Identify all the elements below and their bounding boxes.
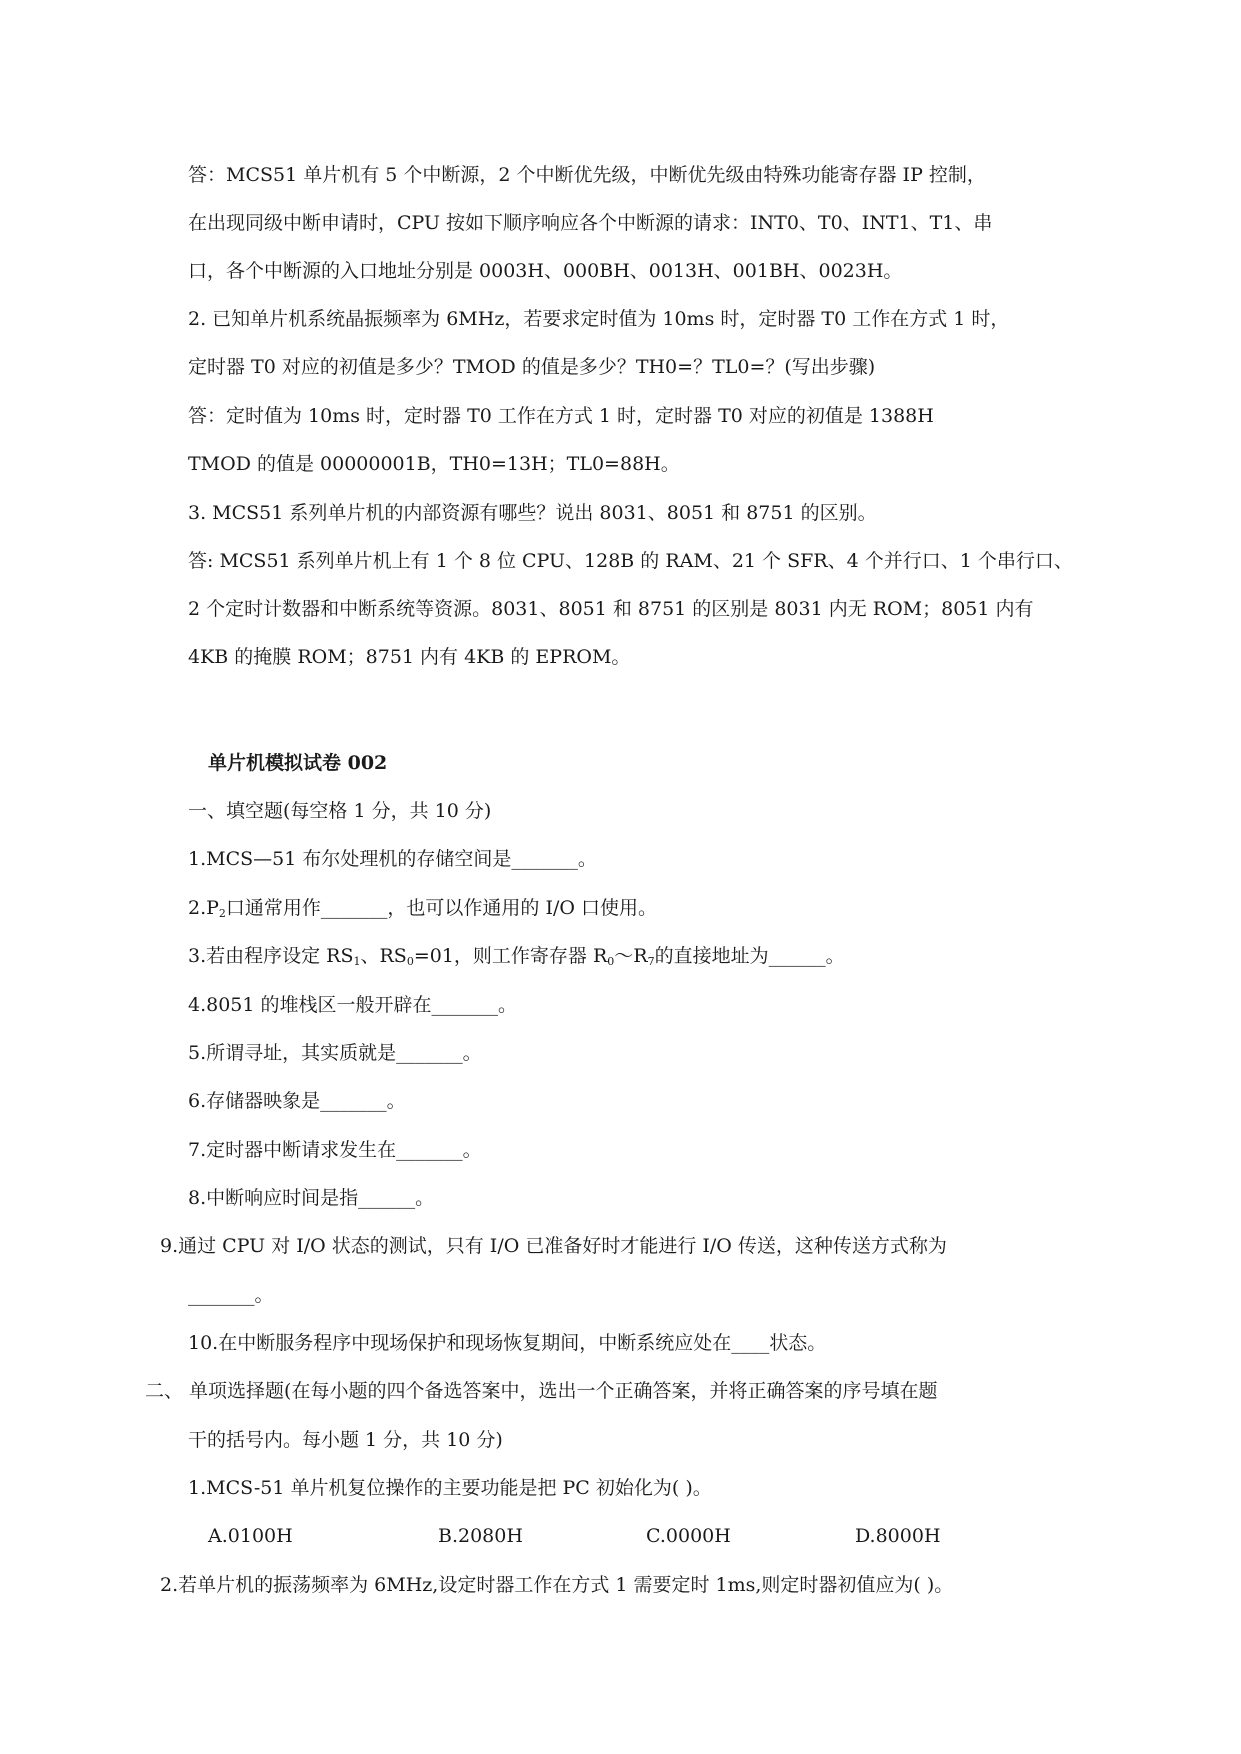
fill-q3-text-c: =01，则工作寄存器 R <box>413 945 608 967</box>
fill-q7: 7.定时器中断请求发生在_______。 <box>188 1139 482 1161</box>
fill-q3-sub-2: 0 <box>406 955 414 968</box>
q3-answer-line-3: 4KB 的掩膜 ROM；8751 内有 4KB 的 EPROM。 <box>188 646 631 668</box>
mc-q1-option-a: A.0100H <box>208 1525 293 1547</box>
exam-title: 单片机模拟试卷 002 <box>208 752 388 774</box>
mc-q1: 1.MCS-51 单片机复位操作的主要功能是把 PC 初始化为( )。 <box>188 1477 712 1499</box>
fill-q10: 10.在中断服务程序中现场保护和现场恢复期间，中断系统应处在____状态。 <box>188 1332 827 1354</box>
fill-q2-subscript: 2 <box>218 907 226 920</box>
q2-question-line-2: 定时器 T0 对应的初值是多少？TMOD 的值是多少？TH0=？TL0=？(写出步骤) <box>188 356 876 378</box>
fill-q3-sub-3: 0 <box>607 955 615 968</box>
fill-q9-line-1: 9.通过 CPU 对 I/O 状态的测试，只有 I/O 已准备好时才能进行 I/O 传送，这种传送方式称为 <box>160 1235 947 1257</box>
q1-answer-line-1: 答：MCS51 单片机有 5 个中断源，2 个中断优先级，中断优先级由特殊功能寄存器 IP 控制， <box>188 164 986 186</box>
mc-q2: 2.若单片机的振荡频率为 6MHz,设定时器工作在方式 1 需要定时 1ms,则定时器初值应为( )。 <box>160 1574 954 1596</box>
section2-header-line-2: 干的括号内。每小题 1 分，共 10 分) <box>188 1429 503 1451</box>
fill-q3-sub-4: 7 <box>647 955 655 968</box>
fill-q3-text-b: 、RS <box>360 945 407 967</box>
q2-question-line-1: 2. 已知单片机系统晶振频率为 6MHz，若要求定时值为 10ms 时，定时器 T0 工作在方式 1 时， <box>188 308 1010 330</box>
fill-q2 <box>188 895 657 921</box>
fill-q1: 1.MCS—51 布尔处理机的存储空间是_______。 <box>188 848 597 870</box>
q3-answer-line-2: 2 个定时计数器和中断系统等资源。8031、8051 和 8751 的区别是 8031 内无 ROM；8051 内有 <box>188 598 1034 620</box>
section2-header-line-1: 二、 单项选择题(在每小题的四个备选答案中，选出一个正确答案，并将正确答案的序号填在题 <box>145 1380 938 1402</box>
q3-answer-line-1: 答: MCS51 系列单片机上有 1 个 8 位 CPU、128B 的 RAM、21 个 SFR、4 个并行口、1 个串行口、 <box>188 550 1073 572</box>
fill-q2-text-a: 2.P <box>188 897 219 919</box>
section1-header: 一、填空题(每空格 1 分，共 10 分) <box>188 800 492 822</box>
fill-q9-line-2: _______。 <box>188 1284 274 1306</box>
q2-answer-line-1: 答：定时值为 10ms 时，定时器 T0 工作在方式 1 时，定时器 T0 对应的初值是 1388H <box>188 405 934 427</box>
fill-q4: 4.8051 的堆栈区一般开辟在_______。 <box>188 994 518 1016</box>
q2-answer-line-2: TMOD 的值是 00000001B，TH0=13H；TL0=88H。 <box>188 453 680 475</box>
fill-q6: 6.存储器映象是_______。 <box>188 1090 406 1112</box>
fill-q3-text-e: 的直接地址为______。 <box>654 945 845 967</box>
q1-answer-line-3: 口，各个中断源的入口地址分别是 0003H、000BH、0013H、001BH、0023H。 <box>188 260 903 282</box>
mc-q1-option-d: D.8000H <box>855 1525 941 1547</box>
q3-question: 3. MCS51 系列单片机的内部资源有哪些？说出 8031、8051 和 8751 的区别。 <box>188 502 877 524</box>
mc-q1-option-b: B.2080H <box>438 1525 523 1547</box>
fill-q8: 8.中断响应时间是指______。 <box>188 1187 435 1209</box>
fill-q3-text-a: 3.若由程序设定 RS <box>188 945 354 967</box>
fill-q5: 5.所谓寻址，其实质就是_______。 <box>188 1042 482 1064</box>
mc-q1-option-c: C.0000H <box>646 1525 731 1547</box>
q1-answer-line-2: 在出现同级中断申请时，CPU 按如下顺序响应各个中断源的请求：INT0、T0、INT1、T1、串 <box>188 212 993 234</box>
fill-q2-text-b: 口通常用作_______，也可以作通用的 I/O 口使用。 <box>225 897 657 919</box>
fill-q3-text-d: ～R <box>614 945 648 967</box>
fill-q3-sub-1: 1 <box>353 955 361 968</box>
fill-q3 <box>188 943 845 969</box>
